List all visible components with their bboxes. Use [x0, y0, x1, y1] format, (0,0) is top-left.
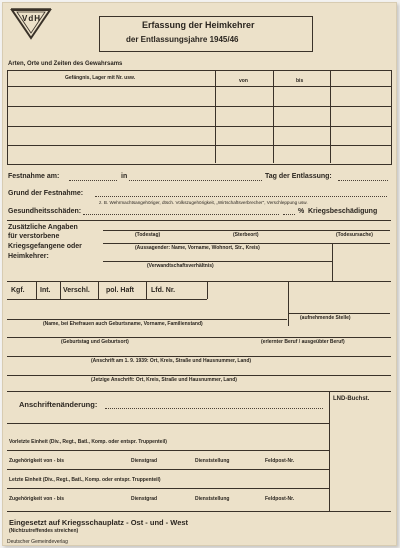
status-pol-haft[interactable]: pol. Haft [106, 287, 134, 294]
dienststellung-caption-1: Dienststellung [195, 458, 230, 464]
vorletzte-einheit-caption: Vorletzte Einheit (Div., Regt., Batl., Komp. oder entspr. Truppenteil) [9, 439, 167, 445]
col-bis: bis [296, 78, 304, 84]
tag-entlassung-label: Tag der Entlassung: [265, 173, 332, 180]
anschriften-field[interactable] [105, 408, 323, 409]
anschriften-label: Anschriftenänderung: [19, 400, 98, 409]
geburtstag-caption: (Geburtstag und Geburtsort) [61, 339, 129, 345]
gesundheit-label: Gesundheitsschäden: [8, 208, 82, 215]
geburt-beruf-line[interactable] [7, 337, 391, 338]
vdh-logo [9, 6, 53, 40]
name-caption: (Name, bei Ehefrauen auch Geburtsname, Vorname, Familienstand) [43, 321, 203, 327]
in-label: in [121, 173, 128, 180]
verstorbene-label-2: für verstorbene [8, 233, 60, 240]
grund-festnahme-hint: z. B. Wehrmachtsangehöriger, dtsch. Volkszugehörigkeit, „Wirtschaftsverbrecher", Verschleppung usw. [99, 200, 308, 205]
festnahme-ort-field[interactable] [129, 180, 262, 181]
dienststellung-caption-2: Dienststellung [195, 496, 230, 502]
dienstgrad-caption-1: Dienstgrad [131, 458, 158, 464]
zugehoerigkeit-caption-2: Zugehörigkeit von - bis [9, 496, 65, 502]
feldpost-caption-2: Feldpost-Nr. [265, 496, 295, 502]
jetzige-anschrift-caption: (Jetzige Anschrift: Ort, Kreis, Straße und Hausnummer, Land) [91, 377, 237, 383]
tag-entlassung-field[interactable] [338, 180, 388, 181]
kriegsbeschaedigung-label: Kriegsbeschädigung [308, 208, 378, 215]
header-title-line2: der Entlassungsjahre 1945/46 [126, 35, 239, 44]
logo-letters: VdH [22, 14, 41, 23]
todes-line[interactable] [103, 230, 390, 231]
jetzige-anschrift-line[interactable] [7, 375, 391, 376]
status-verschl[interactable]: Verschl. [63, 287, 90, 294]
anschrift-1939-line[interactable] [7, 356, 391, 357]
col-von: von [239, 78, 248, 84]
verstorbene-label-1: Zusätzliche Angaben [8, 224, 78, 231]
beruf-caption: (erlernter Beruf / ausgeübter Beruf) [261, 339, 345, 345]
anschrift-1939-caption: (Anschrift am 1. 9. 1939: Ort, Kreis, Straße und Hausnummer, Land) [91, 358, 252, 364]
gesundheit-field[interactable] [83, 214, 279, 215]
percent-field[interactable] [283, 214, 295, 215]
letzte-details-line[interactable] [7, 511, 391, 512]
verlag-label: Deutscher Gemeindeverlag [7, 539, 68, 545]
gewahrsam-section-title: Arten, Orte und Zeiten des Gewahrsams [8, 61, 123, 67]
header-title-line1: Erfassung der Heimkehrer [142, 20, 255, 30]
lnd-buchst-label: LND-Buchst. [333, 396, 370, 402]
aussagender-line[interactable] [103, 243, 390, 244]
dienstgrad-caption-2: Dienstgrad [131, 496, 158, 502]
letzte-einheit-line[interactable] [7, 488, 329, 489]
form-sheet [2, 2, 397, 546]
festnahme-am-label: Festnahme am: [8, 173, 60, 180]
gewahrsam-table [7, 70, 392, 165]
todestag-caption: (Todestag) [135, 232, 161, 238]
vdh-triangle-logo-icon [9, 6, 53, 40]
aussagender-caption: (Aussagender: Name, Vorname, Wohnort, Str., Kreis) [135, 245, 260, 251]
status-lfd-nr[interactable]: Lfd. Nr. [151, 287, 176, 294]
todesursache-caption: (Todesursache) [336, 232, 373, 238]
verstorbene-label-4: Heimkehrer: [8, 253, 49, 260]
verstorbene-label-3: Kriegsgefangene oder [8, 243, 82, 250]
verwandtschaft-line[interactable] [103, 261, 333, 262]
aufnehmende-stelle-line[interactable] [288, 313, 390, 314]
status-int[interactable]: Int. [40, 287, 51, 294]
zugehoerigkeit-caption-1: Zugehörigkeit von - bis [9, 458, 65, 464]
grund-festnahme-label: Grund der Festnahme: [8, 190, 84, 197]
verwandtschaft-caption: (Verwandtschaftsverhältnis) [147, 263, 214, 269]
festnahme-am-field[interactable] [69, 180, 117, 181]
vorletzte-einheit-line[interactable] [7, 450, 329, 451]
eingesetzt-hint: (Nichtzutreffendes streichen) [9, 528, 79, 534]
grund-festnahme-field[interactable] [95, 196, 387, 197]
sterbeort-caption: (Sterbeort) [233, 232, 259, 238]
percent-sign: % [298, 208, 305, 215]
feldpost-caption-1: Feldpost-Nr. [265, 458, 295, 464]
status-kgf[interactable]: Kgf. [11, 287, 25, 294]
name-line[interactable] [7, 319, 287, 320]
vorletzte-details-line[interactable] [7, 469, 329, 470]
eingesetzt-label: Eingesetzt auf Kriegsschauplatz - Ost - und - West [9, 518, 189, 527]
aufnehmende-stelle-caption: (aufnehmende Stelle) [300, 315, 351, 321]
letzte-einheit-caption: Letzte Einheit (Div., Regt., Batl., Komp. oder entspr. Truppenteil) [9, 477, 161, 483]
col-gefaengnis: Gefängnis, Lager mit Nr. usw. [65, 75, 136, 81]
